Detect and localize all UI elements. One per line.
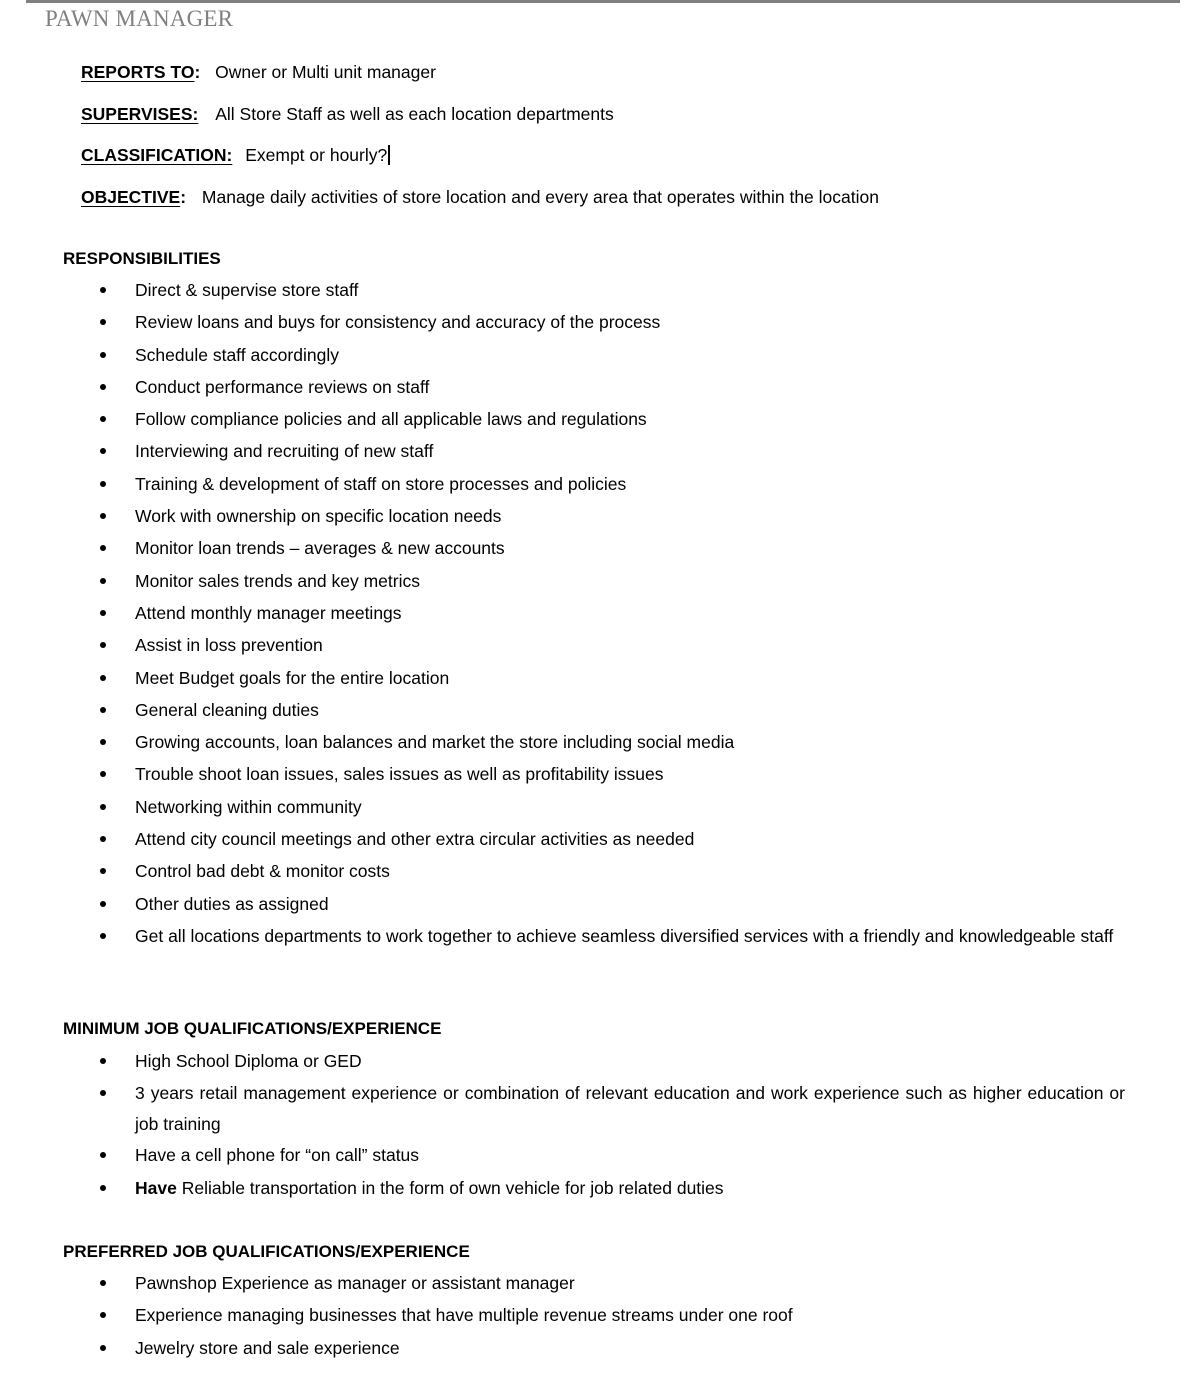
list-item: Growing accounts, loan balances and market the store including social media	[0, 727, 1194, 759]
bullet-icon	[100, 545, 106, 551]
bullet-icon	[100, 1312, 106, 1318]
list-item: Assist in loss prevention	[0, 630, 1194, 662]
list-item: Follow compliance policies and all applicable laws and regulations	[0, 404, 1194, 436]
classification-value[interactable]: Exempt or hourly?	[245, 145, 388, 165]
page-top-rule	[26, 0, 1180, 3]
minimum-qualifications-heading: MINIMUM JOB QUALIFICATIONS/EXPERIENCE	[63, 1019, 442, 1038]
supervises-label: SUPERVISES:	[81, 104, 199, 124]
bullet-icon	[100, 1090, 106, 1096]
list-item: Get all locations departments to work together to achieve seamless diversified services with a friendly and knowledgeable staff	[0, 921, 1194, 952]
list-item: Review loans and buys for consistency and accuracy of the process	[0, 307, 1194, 339]
list-item: Other duties as assigned	[0, 889, 1194, 921]
supervises-field	[81, 103, 614, 125]
objective-field: OBJECTIVE: Manage daily activities of store location and every area that operates within the location	[81, 187, 879, 207]
reports-to-value: Owner or Multi unit manager	[215, 62, 436, 82]
text-cursor	[388, 145, 390, 165]
objective-label: OBJECTIVE	[81, 187, 181, 207]
bullet-icon	[100, 1185, 106, 1191]
list-item: Networking within community	[0, 792, 1194, 824]
bullet-icon	[100, 836, 106, 842]
reports-to-field: REPORTS TO: Owner or Multi unit manager	[81, 62, 436, 82]
list-item: Have Reliable transportation in the form of own vehicle for job related duties	[0, 1173, 1194, 1205]
document-title: PAWN MANAGER	[45, 6, 234, 31]
list-item: Control bad debt & monitor costs	[0, 856, 1194, 888]
list-item: Trouble shoot loan issues, sales issues as well as profitability issues	[0, 759, 1194, 791]
reports-to-label: REPORTS TO	[81, 62, 195, 82]
bullet-icon	[100, 1345, 106, 1351]
minimum-qualifications-list	[0, 1046, 1194, 1205]
bullet-icon	[100, 1280, 106, 1286]
bullet-icon	[100, 642, 106, 648]
list-item: Experience managing businesses that have multiple revenue streams under one roof	[0, 1300, 1194, 1332]
bullet-icon	[100, 287, 106, 293]
list-item: Attend city council meetings and other extra circular activities as needed	[0, 824, 1194, 856]
list-item: Have a cell phone for “on call” status	[0, 1140, 1194, 1172]
responsibilities-heading: RESPONSIBILITIES	[63, 249, 221, 268]
list-item: Conduct performance reviews on staff	[0, 372, 1194, 404]
list-item: Training & development of staff on store processes and policies	[0, 469, 1194, 501]
list-item: High School Diploma or GED	[0, 1046, 1194, 1078]
bullet-icon	[100, 675, 106, 681]
bullet-icon	[100, 739, 106, 745]
bullet-icon	[100, 933, 106, 939]
bullet-icon	[100, 804, 106, 810]
list-item: 3 years retail management experience or combination of relevant education and work experience such as higher education or job training	[0, 1078, 1194, 1140]
bullet-icon	[100, 352, 106, 358]
preferred-qualifications-heading: PREFERRED JOB QUALIFICATIONS/EXPERIENCE	[63, 1242, 470, 1261]
list-item: Attend monthly manager meetings	[0, 598, 1194, 630]
list-item: Monitor loan trends – averages & new accounts	[0, 533, 1194, 565]
list-item: Schedule staff accordingly	[0, 340, 1194, 372]
bullet-icon	[100, 610, 106, 616]
classification-field	[81, 144, 390, 166]
bullet-icon	[100, 578, 106, 584]
bullet-icon	[100, 416, 106, 422]
bullet-icon	[100, 707, 106, 713]
list-item: Interviewing and recruiting of new staff	[0, 436, 1194, 468]
supervises-value: All Store Staff as well as each location departments	[215, 104, 614, 124]
list-item: Direct & supervise store staff	[0, 275, 1194, 307]
bullet-icon	[100, 1152, 106, 1158]
list-item: Meet Budget goals for the entire location	[0, 663, 1194, 695]
preferred-qualifications-list	[0, 1268, 1194, 1365]
bullet-icon	[100, 513, 106, 519]
bullet-icon	[100, 868, 106, 874]
responsibilities-list	[0, 275, 1194, 952]
bullet-icon	[100, 384, 106, 390]
bullet-icon	[100, 319, 106, 325]
bullet-icon	[100, 771, 106, 777]
bullet-icon	[100, 901, 106, 907]
bullet-icon	[100, 481, 106, 487]
classification-label: CLASSIFICATION:	[81, 145, 233, 165]
bullet-icon	[100, 1058, 106, 1064]
list-item: Work with ownership on specific location needs	[0, 501, 1194, 533]
bullet-icon	[100, 448, 106, 454]
list-item: Jewelry store and sale experience	[0, 1333, 1194, 1365]
list-item: Pawnshop Experience as manager or assistant manager	[0, 1268, 1194, 1300]
list-item: General cleaning duties	[0, 695, 1194, 727]
objective-value: Manage daily activities of store location and every area that operates within the location	[201, 187, 879, 207]
list-item: Monitor sales trends and key metrics	[0, 566, 1194, 598]
